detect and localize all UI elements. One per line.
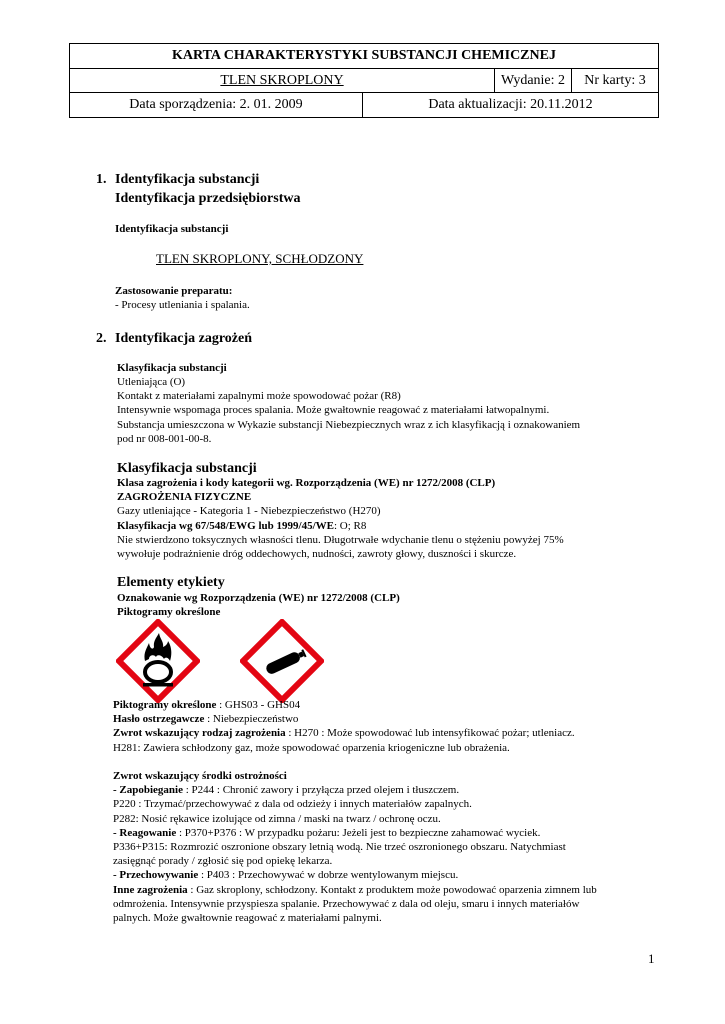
ewg-value: : O; R8 [333, 519, 367, 532]
physical-hazards-title: ZAGROŻENIA FIZYCZNE [117, 491, 252, 504]
use-label: Zastosowanie preparatu: [115, 285, 233, 297]
classification-line: Kontakt z materiałami zapalnymi może spowodować pożar (R8) [117, 390, 401, 403]
signal-word-line [113, 712, 575, 726]
classification-line: Intensywnie wspomaga proces spalania. Może gwałtownie reagować z materiałami łatwopalnymi. [117, 404, 550, 417]
clp-subtitle: Klasa zagrożenia i kody kategorii wg. Rozporządzenia (WE) nr 1272/2008 (CLP) [117, 477, 496, 489]
label-elements-subtitle: Oznakowanie wg Rozporządzenia (WE) nr 1272/2008 (CLP) [117, 592, 400, 604]
signal-word-value: : Niebezpieczeństwo [204, 713, 299, 726]
prevention-line-extra: P282: Nosić rękawice izolujące od zimna / maski na twarz / ochronę oczu. [113, 812, 441, 825]
section-1-title: Identyfikacja substancji [115, 172, 260, 187]
response-line-extra: P336+P315: Rozmrozić oszronione obszary letnią wodą. Nie trzeć oszronionego obszaru. Natychmiast [113, 841, 566, 854]
prevention-line-extra: P220 : Trzymać/przechowywać z dala od odzieży i innych materiałów zapalnych. [113, 798, 472, 811]
hazard-line-2: H281: Zawiera schłodzony gaz, może spowodować oparzenia kriogeniczne lub obrażenia. [113, 741, 510, 754]
hazard-value: : H270 : Może spowodować lub intensyfikować pożar; utleniacz. [285, 727, 575, 740]
label-elements-block [117, 591, 400, 619]
pictograms-label: Piktogramy określone [117, 606, 221, 619]
response-value: : P370+P376 : W przypadku pożaru: Jeżeli jest to bezpieczne zahamować wyciek. [176, 826, 541, 839]
header-table [69, 43, 659, 118]
flame-over-circle-icon [116, 619, 200, 703]
classification-line: Substancja umieszczona w Wykazie substancji Niebezpiecznych wraz z ich klasyfikacją i oznakowaniem [117, 418, 581, 431]
ewg-line [117, 519, 564, 533]
classification-2-title: Klasyfikacja substancji [117, 461, 257, 476]
classification-label: Klasyfikacja substancji [117, 362, 227, 374]
pictograms-line-value: : GHS03 - GHS04 [216, 699, 301, 711]
storage-value: : P403 : Przechowywać w dobrze wentylowanym miejscu. [198, 869, 459, 882]
response-label: - Reagowanie [113, 826, 177, 839]
section-1-title-2: Identyfikacja przedsiębiorstwa [115, 191, 301, 206]
product-name: TLEN SKROPLONY [70, 69, 495, 92]
section-2-number: 2. [96, 331, 107, 346]
use-value: - Procesy utleniania i spalania. [115, 299, 250, 311]
signal-word-label: Hasło ostrzegawcze [113, 713, 205, 726]
response-line [113, 826, 597, 840]
page-number: 1 [648, 951, 655, 966]
card-number: Nr karty: 3 [584, 73, 646, 88]
toxicity-line: wywołuje podrażnienie dróg oddechowych, nudności, zawroty głowy, duszności i skurcze. [117, 548, 517, 561]
precautionary-title: Zwrot wskazujący środki ostrożności [113, 770, 287, 782]
classification-lines [117, 375, 580, 446]
hazard-statements-block [113, 698, 575, 755]
classification-line: Utleniająca (O) [117, 376, 186, 388]
clp-block [117, 476, 564, 561]
document-title: KARTA CHARAKTERYSTYKI SUBSTANCJI CHEMICZNEJ [172, 48, 556, 63]
edition: Wydanie: 2 [495, 69, 572, 92]
other-hazards-line-extra: palnych. Może gwałtownie reagować z materiałami palnymi. [113, 912, 382, 925]
other-hazards-value: : Gaz skroplony, schłodzony. Kontakt z produktem może powodować oparzenia zimnem lub [187, 883, 597, 896]
precautionary-block [113, 769, 597, 925]
prevention-line [113, 783, 597, 797]
ewg-label: Klasyfikacja wg 67/548/EWG lub 1999/45/WE [117, 519, 334, 532]
other-hazards-label: Inne zagrożenia [113, 883, 188, 896]
pictograms-line-label: Piktogramy określone [113, 699, 217, 711]
hazard-label: Zwrot wskazujący rodzaj zagrożenia [113, 727, 286, 740]
label-elements-title: Elementy etykiety [117, 575, 225, 590]
section-2-title: Identyfikacja zagrożeń [115, 331, 252, 346]
other-hazards-line-extra: odmrożenia. Intensywnie przyspiesza spalanie. Przechowywać z dala od oleju, smaru i innych materiałów [113, 897, 580, 910]
section-1-number: 1. [96, 172, 107, 187]
classification-line: pod nr 008-001-00-8. [117, 432, 212, 445]
substance-id-label: Identyfikacja substancji [115, 223, 229, 235]
prevention-value: : P244 : Chronić zawory i przyłącza przed olejem i tłuszczem. [182, 784, 460, 797]
storage-line [113, 868, 597, 882]
prevention-label: - Zapobieganie [113, 784, 183, 797]
toxicity-line: Nie stwierdzono toksycznych własności tlenu. Długotrwałe wdychanie tlenu o stężeniu powyżej 75% [117, 533, 564, 546]
physical-hazard-line: Gazy utleniające - Kategoria 1 - Niebezpieczeństwo (H270) [117, 505, 381, 518]
date-created: Data sporządzenia: 2. 01. 2009 [70, 93, 363, 117]
gas-cylinder-icon [240, 619, 324, 703]
hazard-line [113, 726, 575, 740]
response-line-extra: zasięgnąć porady / zgłosić się pod opiekę lekarza. [113, 855, 333, 868]
other-hazards-line [113, 883, 597, 897]
pictograms-line [113, 698, 575, 712]
storage-label: - Przechowywanie [113, 869, 199, 882]
substance-name: TLEN SKROPLONY, SCHŁODZONY [156, 251, 364, 266]
date-updated: Data aktualizacji: 20.11.2012 [428, 97, 593, 112]
